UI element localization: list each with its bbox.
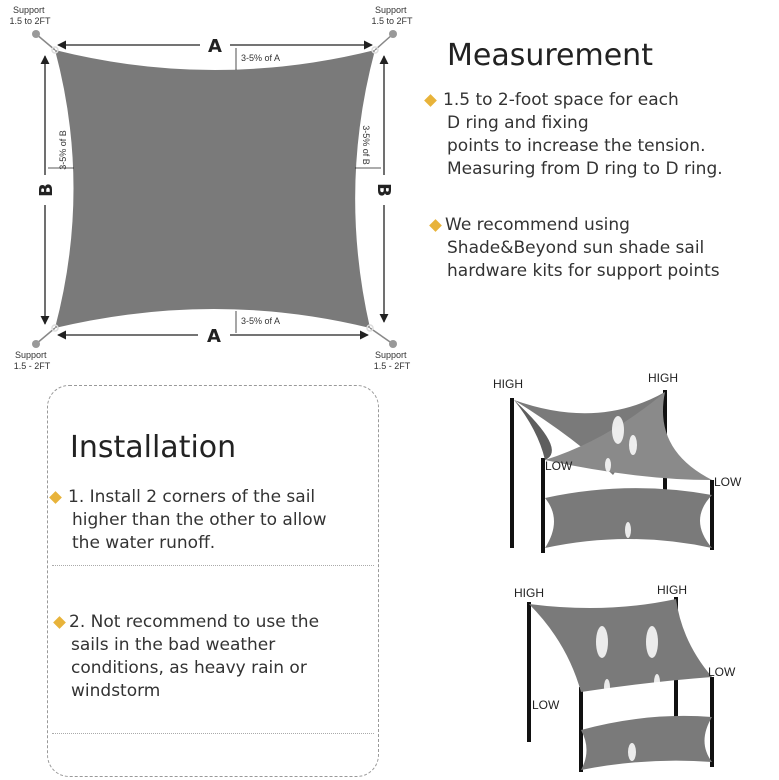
measurement-title: Measurement — [447, 38, 653, 73]
installation-title: Installation — [70, 430, 237, 465]
sag-a-bottom: 3-5% of A — [241, 316, 281, 326]
divider — [52, 565, 374, 566]
support-label-tl: Support 1.5 to 2FT — [9, 5, 51, 26]
measurement-point-1: 1.5 to 2-foot space for each D ring and fixing points to increase the tension. Measuring from D ring to D ring. — [426, 89, 776, 181]
sag-b-right: 3-5% of B — [361, 125, 371, 165]
sail-illustration-top — [488, 370, 753, 555]
sail-illustration-bottom — [512, 582, 742, 774]
dimension-b-right: B — [373, 183, 394, 197]
sail-shape — [55, 50, 375, 328]
label-low-left: LOW — [532, 698, 560, 712]
label-low-left: LOW — [545, 459, 573, 473]
support-label-bl: Support 1.5 - 2FT — [13, 350, 51, 371]
bullet-diamond-icon — [429, 219, 442, 232]
label-high-left: HIGH — [493, 377, 523, 391]
sag-a-top: 3-5% of A — [241, 53, 281, 63]
divider — [52, 733, 374, 734]
sag-b-left: 3-5% of B — [58, 130, 68, 170]
support-point-icon — [32, 30, 40, 38]
support-label-tr: Support 1.5 to 2FT — [371, 5, 413, 26]
support-point-icon — [32, 340, 40, 348]
dimension-b-left: B — [36, 183, 57, 197]
dimension-a-top: A — [208, 36, 222, 57]
label-low-right: LOW — [714, 475, 742, 489]
measurement-point-2: We recommend using Shade&Beyond sun shade sail hardware kits for support points — [431, 214, 779, 283]
label-low-right: LOW — [708, 665, 736, 679]
dimension-a-bottom: A — [207, 326, 221, 347]
bullet-diamond-icon — [49, 491, 62, 504]
support-point-icon — [389, 340, 397, 348]
sail-dimension-diagram — [0, 0, 420, 385]
bullet-diamond-icon — [53, 616, 66, 629]
installation-point-1: 1. Install 2 corners of the sail higher than the other to allow the water runoff. — [51, 486, 376, 555]
support-point-icon — [389, 30, 397, 38]
support-label-br: Support 1.5 - 2FT — [373, 350, 411, 371]
label-high-left: HIGH — [514, 586, 544, 600]
label-high-right: HIGH — [657, 583, 687, 597]
label-high-right: HIGH — [648, 371, 678, 385]
installation-point-2: 2. Not recommend to use the sails in the bad weather conditions, as heavy rain or windstorm — [55, 611, 377, 703]
bullet-diamond-icon — [424, 94, 437, 107]
